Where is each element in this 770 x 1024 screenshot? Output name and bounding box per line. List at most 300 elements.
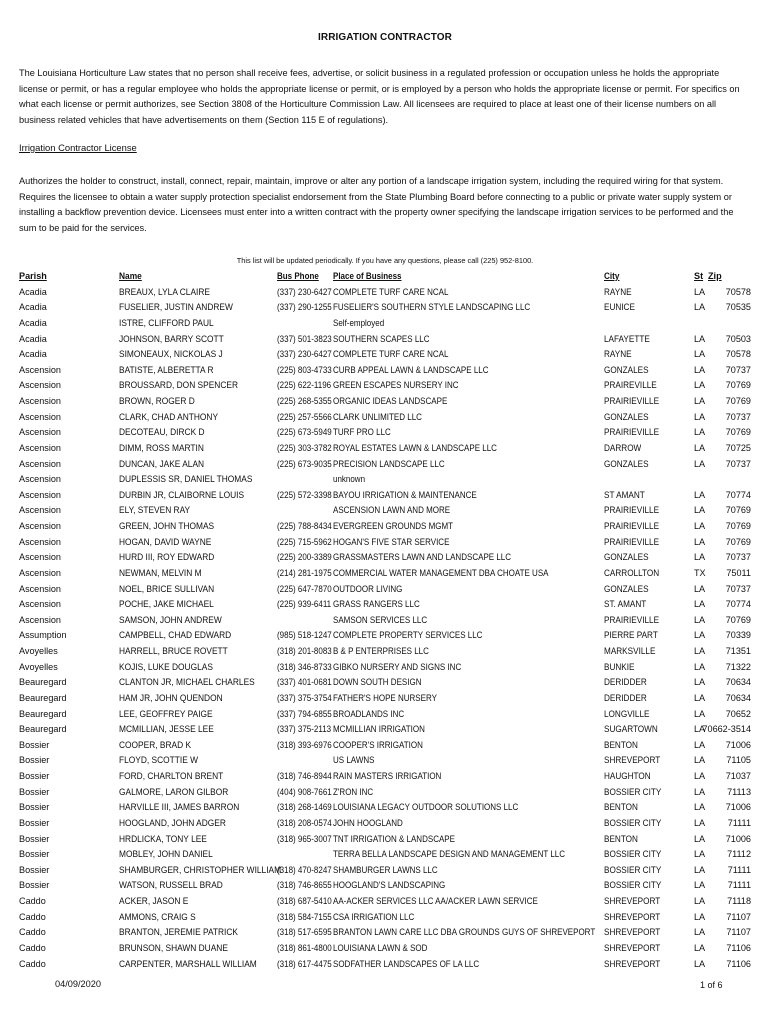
cell-state: LA [694, 646, 706, 656]
cell-state: LA [694, 786, 706, 797]
cell-parish: Bossier [19, 833, 50, 844]
cell-parish: Bossier [19, 755, 50, 766]
cell-city: DERIDDER [604, 692, 647, 703]
cell-zip: 70737 [725, 583, 751, 594]
cell-city: PRAIRIEVILLE [604, 521, 660, 531]
page-title: IRRIGATION CONTRACTOR [318, 32, 452, 43]
table-row [0, 753, 770, 769]
header-place: Place of Business [333, 271, 402, 281]
header-city: City [604, 271, 620, 281]
cell-place: B & P ENTERPRISES LLC [333, 646, 429, 656]
cell-zip: 70769 [725, 505, 751, 516]
cell-name: HOOGLAND, JOHN ADGER [119, 817, 226, 828]
table-row [0, 441, 770, 457]
cell-city: ST. AMANT [604, 599, 647, 610]
cell-zip: 75011 [726, 567, 751, 578]
cell-zip: 70737 [725, 458, 751, 469]
cell-zip: 70339 [725, 630, 751, 641]
header-parish: Parish [19, 271, 47, 281]
cell-name: BROWN, ROGER D [119, 396, 195, 406]
cell-city: BOSSIER CITY [604, 786, 662, 797]
cell-state: LA [694, 302, 706, 313]
cell-name: FORD, CHARLTON BRENT [119, 771, 224, 781]
cell-name: BRANTON, JEREMIE PATRICK [119, 927, 239, 938]
cell-place: Self-employed [333, 317, 385, 328]
cell-place: COOPER'S IRRIGATION [333, 739, 423, 750]
cell-place: FUSELIER'S SOUTHERN STYLE LANDSCAPING LLC [333, 302, 531, 313]
cell-phone: (318) 470-8247 [277, 864, 332, 875]
cell-zip: 70578 [725, 286, 751, 297]
cell-city: MARKSVILLE [604, 646, 656, 656]
cell-city: PRAIRIEVILLE [604, 536, 660, 547]
cell-place: GRASSMASTERS LAWN AND LANDSCAPE LLC [333, 552, 512, 563]
cell-city: RAYNE [604, 286, 632, 297]
cell-place: SHAMBURGER LAWNS LLC [333, 864, 438, 875]
cell-state: LA [694, 599, 706, 610]
table-row [0, 894, 770, 910]
cell-zip: 71006 [725, 802, 751, 813]
cell-phone: (225) 257-5566 [277, 411, 332, 422]
cell-zip: 71112 [727, 849, 751, 860]
cell-name: LEE, GEOFFREY PAIGE [119, 708, 213, 719]
cell-phone: (318) 346-8733 [277, 661, 332, 672]
cell-place: LOUISIANA LAWN & SOD [333, 942, 428, 953]
cell-name: DUPLESSIS SR, DANIEL THOMAS [119, 474, 253, 485]
table-row [0, 425, 770, 441]
cell-place: CLARK UNLIMITED LLC [333, 411, 422, 422]
cell-zip: 71111 [727, 817, 751, 828]
cell-city: ST AMANT [604, 489, 645, 500]
cell-parish: Ascension [19, 583, 61, 594]
cell-name: HRDLICKA, TONY LEE [119, 833, 207, 844]
table-row [0, 675, 770, 691]
cell-place: CSA IRRIGATION LLC [333, 911, 415, 922]
cell-phone: (225) 939-6411 [277, 599, 332, 610]
cell-phone: (337) 230-6427 [277, 286, 332, 297]
cell-city: BOSSIER CITY [604, 880, 662, 891]
cell-city: DARROW [604, 442, 642, 453]
cell-place: ROYAL ESTATES LAWN & LANDSCAPE LLC [333, 442, 497, 453]
cell-phone: (318) 517-6595 [277, 927, 332, 938]
cell-state: LA [694, 364, 706, 375]
cell-place: ASCENSION LAWN AND MORE [333, 505, 451, 516]
cell-place: RAIN MASTERS IRRIGATION [333, 771, 442, 781]
cell-zip: 71113 [727, 786, 751, 797]
cell-zip: 70769 [725, 614, 751, 625]
table-row [0, 785, 770, 801]
cell-parish: Acadia [19, 333, 47, 344]
cell-city: BOSSIER CITY [604, 849, 662, 860]
cell-city: GONZALES [604, 552, 649, 563]
cell-city: SHREVEPORT [604, 911, 661, 922]
cell-phone: (318) 617-4475 [277, 958, 332, 969]
cell-parish: Caddo [19, 958, 46, 969]
cell-city: DERIDDER [604, 677, 647, 688]
table-row [0, 566, 770, 582]
cell-zip: 70774 [725, 599, 751, 610]
cell-parish: Ascension [19, 458, 61, 469]
cell-place: US LAWNS [333, 755, 375, 766]
cell-place: GREEN ESCAPES NURSERY INC [333, 380, 459, 391]
cell-parish: Ascension [19, 567, 61, 578]
cell-place: TERRA BELLA LANDSCAPE DESIGN AND MANAGEMENT LLC [333, 849, 566, 860]
table-row [0, 363, 770, 379]
cell-zip: 71006 [725, 739, 751, 750]
table-row [0, 332, 770, 348]
cell-place: COMPLETE PROPERTY SERVICES LLC [333, 630, 483, 641]
table-row [0, 644, 770, 660]
cell-parish: Bossier [19, 849, 50, 860]
cell-phone: (225) 673-5949 [277, 427, 332, 438]
cell-state: LA [694, 771, 706, 781]
table-row [0, 957, 770, 973]
table-row [0, 582, 770, 598]
cell-state: LA [694, 833, 706, 844]
cell-phone: (225) 622-1196 [277, 380, 332, 391]
cell-parish: Beauregard [19, 724, 67, 735]
cell-name: MCMILLIAN, JESSE LEE [119, 724, 214, 735]
cell-phone: (318) 746-8944 [277, 771, 332, 781]
cell-phone: (318) 746-8655 [277, 880, 332, 891]
license-description: Authorizes the holder to construct, install, connect, repair, maintain, improve or alter any portion of a landscape irrigation system, including the required wiring for that system. Requires the licensee to obtain a water supply protection specialist endorsement from the State Plumbing Board before connecting to a public or private water supply system or installing a backflow prevention device. Licensees must enter into a written contract with the property owner specifying the landscape irrigation services to be performed and the sum to be paid for the services. [19, 176, 734, 233]
cell-state: LA [694, 911, 706, 922]
header-name: Name [119, 271, 142, 281]
header-zip: Zip [708, 271, 722, 281]
table-row [0, 503, 770, 519]
table-row [0, 457, 770, 473]
table-row [0, 691, 770, 707]
header-phone: Bus Phone [277, 271, 319, 281]
cell-phone: (225) 715-5962 [277, 536, 332, 547]
table-row [0, 660, 770, 676]
cell-place: AA-ACKER SERVICES LLC AA/ACKER LAWN SERVICE [333, 896, 538, 906]
cell-zip: 71351 [725, 646, 751, 656]
cell-state: TX [694, 567, 706, 578]
cell-state: LA [694, 411, 706, 422]
cell-state: LA [694, 396, 706, 406]
cell-name: AMMONS, CRAIG S [119, 911, 196, 922]
cell-phone: (318) 687-5410 [277, 896, 332, 906]
cell-state: LA [694, 864, 706, 875]
cell-parish: Caddo [19, 896, 46, 906]
cell-name: WATSON, RUSSELL BRAD [119, 880, 223, 891]
table-row [0, 378, 770, 394]
cell-zip: 71106 [726, 958, 751, 969]
cell-zip: 70503 [725, 333, 751, 344]
cell-parish: Acadia [19, 286, 47, 297]
cell-parish: Caddo [19, 942, 46, 953]
cell-place: HOOGLAND'S LANDSCAPING [333, 880, 446, 891]
cell-city: LAFAYETTE [604, 333, 650, 344]
cell-phone: (404) 908-7661 [277, 786, 332, 797]
cell-place: DOWN SOUTH DESIGN [333, 677, 422, 688]
cell-name: FLOYD, SCOTTIE W [119, 755, 199, 766]
cell-phone: (318) 393-6976 [277, 739, 332, 750]
table-row [0, 285, 770, 301]
cell-zip: 70769 [725, 396, 751, 406]
cell-phone: (318) 208-0574 [277, 817, 332, 828]
cell-parish: Ascension [19, 489, 61, 500]
cell-city: LONGVILLE [604, 708, 650, 719]
cell-name: POCHE, JAKE MICHAEL [119, 599, 214, 610]
cell-state: LA [694, 896, 706, 906]
cell-parish: Bossier [19, 817, 50, 828]
cell-city: GONZALES [604, 583, 649, 594]
cell-zip: 70769 [725, 521, 751, 531]
cell-name: KOJIS, LUKE DOUGLAS [119, 661, 213, 672]
cell-phone: (225) 647-7870 [277, 583, 332, 594]
cell-zip: 70652 [725, 708, 751, 719]
cell-parish: Ascension [19, 474, 61, 485]
cell-name: ISTRE, CLIFFORD PAUL [119, 317, 214, 328]
cell-phone: (337) 401-0681 [277, 677, 332, 688]
table-row [0, 816, 770, 832]
cell-city: CARROLLTON [604, 567, 660, 578]
cell-state: LA [694, 583, 706, 594]
cell-zip: 70769 [725, 536, 751, 547]
cell-place: CURB APPEAL LAWN & LANDSCAPE LLC [333, 364, 489, 375]
page-number: 1 of 6 [700, 980, 723, 990]
cell-parish: Beauregard [19, 708, 67, 719]
cell-city: SUGARTOWN [604, 724, 658, 735]
cell-name: HARVILLE III, JAMES BARRON [119, 802, 240, 813]
cell-parish: Bossier [19, 786, 50, 797]
cell-city: PRAIRIEVILLE [604, 505, 660, 516]
cell-parish: Beauregard [19, 692, 67, 703]
cell-phone: (225) 303-3782 [277, 442, 332, 453]
cell-parish: Acadia [19, 302, 47, 313]
cell-name: NOEL, BRICE SULLIVAN [119, 583, 215, 594]
cell-city: HAUGHTON [604, 771, 651, 781]
table-row [0, 769, 770, 785]
cell-name: GREEN, JOHN THOMAS [119, 521, 215, 531]
cell-name: COOPER, BRAD K [119, 739, 192, 750]
cell-state: LA [694, 755, 706, 766]
cell-place: PRECISION LANDSCAPE LLC [333, 458, 445, 469]
cell-city: BENTON [604, 833, 638, 844]
cell-state: LA [694, 286, 706, 297]
cell-place: SAMSON SERVICES LLC [333, 614, 428, 625]
cell-state: LA [694, 333, 706, 344]
cell-city: SHREVEPORT [604, 927, 661, 938]
cell-zip: 71037 [725, 771, 751, 781]
cell-place: LOUISIANA LEGACY OUTDOOR SOLUTIONS LLC [333, 802, 519, 813]
cell-zip: 71106 [726, 942, 751, 953]
cell-state: LA [694, 692, 706, 703]
cell-name: BREAUX, LYLA CLAIRE [119, 286, 210, 297]
cell-place: TNT IRRIGATION & LANDSCAPE [333, 833, 455, 844]
cell-state: LA [694, 489, 706, 500]
cell-place: COMPLETE TURF CARE NCAL [333, 286, 449, 297]
cell-zip: 70662-3514 [702, 724, 751, 735]
licensee-table [0, 269, 770, 972]
cell-state: LA [694, 802, 706, 813]
cell-parish: Ascension [19, 427, 61, 438]
cell-state: LA [694, 817, 706, 828]
cell-city: GONZALES [604, 411, 649, 422]
cell-name: JOHNSON, BARRY SCOTT [119, 333, 224, 344]
cell-state: LA [694, 724, 706, 735]
cell-city: SHREVEPORT [604, 942, 661, 953]
cell-state: LA [694, 677, 706, 688]
cell-place: COMPLETE TURF CARE NCAL [333, 349, 449, 360]
cell-name: GALMORE, LARON GILBOR [119, 786, 229, 797]
cell-state: LA [694, 614, 706, 625]
cell-city: SHREVEPORT [604, 755, 661, 766]
table-row [0, 394, 770, 410]
cell-zip: 71105 [726, 755, 751, 766]
cell-name: SAMSON, JOHN ANDREW [119, 614, 222, 625]
cell-phone: (318) 965-3007 [277, 833, 332, 844]
table-row [0, 347, 770, 363]
cell-city: BENTON [604, 802, 638, 813]
cell-phone: (318) 268-1469 [277, 802, 332, 813]
cell-parish: Ascension [19, 599, 61, 610]
table-row [0, 941, 770, 957]
cell-zip: 71118 [727, 896, 751, 906]
cell-place: COMMERCIAL WATER MANAGEMENT DBA CHOATE USA [333, 567, 549, 578]
cell-state: LA [694, 380, 706, 391]
cell-phone: (318) 861-4800 [277, 942, 332, 953]
cell-zip: 70774 [725, 489, 751, 500]
cell-place: GIBKO NURSERY AND SIGNS INC [333, 661, 462, 672]
table-row [0, 550, 770, 566]
cell-name: DURBIN JR, CLAIBORNE LOUIS [119, 489, 245, 500]
cell-name: BROUSSARD, DON SPENCER [119, 380, 239, 391]
cell-zip: 70769 [725, 427, 751, 438]
cell-parish: Bossier [19, 864, 50, 875]
cell-place: HOGAN'S FIVE STAR SERVICE [333, 536, 450, 547]
cell-phone: (318) 584-7155 [277, 911, 332, 922]
cell-name: FUSELIER, JUSTIN ANDREW [119, 302, 233, 313]
cell-name: DIMM, ROSS MARTIN [119, 442, 204, 453]
cell-city: RAYNE [604, 349, 632, 360]
cell-phone: (225) 788-8434 [277, 521, 332, 531]
cell-name: CAMPBELL, CHAD EDWARD [119, 630, 232, 641]
cell-zip: 70634 [725, 692, 751, 703]
cell-parish: Ascension [19, 364, 61, 375]
cell-place: BRANTON LAWN CARE LLC DBA GROUNDS GUYS OF SHREVEPORT [333, 927, 596, 938]
cell-name: NEWMAN, MELVIN M [119, 567, 202, 578]
cell-state: LA [694, 536, 706, 547]
cell-parish: Bossier [19, 802, 50, 813]
cell-name: MOBLEY, JOHN DANIEL [119, 849, 213, 860]
table-row [0, 519, 770, 535]
cell-name: ACKER, JASON E [119, 896, 189, 906]
cell-zip: 71111 [727, 880, 751, 891]
cell-state: LA [694, 708, 706, 719]
cell-name: ELY, STEVEN RAY [119, 505, 191, 516]
table-row [0, 597, 770, 613]
cell-city: SHREVEPORT [604, 896, 661, 906]
cell-city: PIERRE PART [604, 630, 658, 641]
cell-parish: Caddo [19, 927, 46, 938]
cell-zip: 70737 [725, 411, 751, 422]
cell-parish: Bossier [19, 739, 50, 750]
cell-city: EUNICE [604, 302, 635, 313]
cell-city: BOSSIER CITY [604, 817, 662, 828]
update-note: This list will be updated periodically. If you have any questions, please call (225) 952-8100. [236, 256, 534, 265]
cell-zip: 71322 [725, 661, 751, 672]
cell-parish: Ascension [19, 411, 61, 422]
cell-zip: 70578 [725, 349, 751, 360]
cell-place: GRASS RANGERS LLC [333, 599, 420, 610]
cell-place: OUTDOOR LIVING [333, 583, 403, 594]
cell-name: HARRELL, BRUCE ROVETT [119, 646, 228, 656]
table-row [0, 800, 770, 816]
cell-state: LA [694, 552, 706, 563]
table-row [0, 613, 770, 629]
cell-zip: 70535 [725, 302, 751, 313]
cell-state: LA [694, 349, 706, 360]
cell-parish: Bossier [19, 880, 50, 891]
cell-name: BATISTE, ALBERETTA R [119, 364, 214, 375]
cell-state: LA [694, 521, 706, 531]
cell-name: DECOTEAU, DIRCK D [119, 427, 205, 438]
cell-state: LA [694, 661, 706, 672]
cell-zip: 71006 [725, 833, 751, 844]
cell-city: BUNKIE [604, 661, 635, 672]
cell-place: BAYOU IRRIGATION & MAINTENANCE [333, 489, 477, 500]
cell-parish: Avoyelles [19, 661, 58, 672]
header-state: St [694, 271, 704, 281]
cell-phone: (337) 794-6855 [277, 708, 332, 719]
cell-name: CARPENTER, MARSHALL WILLIAM [119, 958, 257, 969]
cell-zip: 70725 [725, 442, 751, 453]
cell-parish: Acadia [19, 317, 47, 328]
cell-place: ORGANIC IDEAS LANDSCAPE [333, 396, 448, 406]
cell-parish: Ascension [19, 380, 61, 391]
cell-place: EVERGREEN GROUNDS MGMT [333, 521, 454, 531]
cell-city: GONZALES [604, 364, 649, 375]
cell-parish: Ascension [19, 552, 61, 563]
cell-place: JOHN HOOGLAND [333, 817, 403, 828]
cell-phone: (225) 200-3389 [277, 552, 332, 563]
cell-zip: 70737 [725, 364, 751, 375]
cell-city: BENTON [604, 739, 638, 750]
cell-parish: Caddo [19, 911, 46, 922]
cell-phone: (225) 803-4733 [277, 364, 332, 375]
cell-parish: Ascension [19, 614, 61, 625]
cell-name: CLANTON JR, MICHAEL CHARLES [119, 677, 255, 688]
cell-parish: Acadia [19, 349, 47, 360]
table-row [0, 722, 770, 738]
cell-name: HAM JR, JOHN QUENDON [119, 692, 223, 703]
cell-parish: Ascension [19, 505, 61, 516]
cell-phone: (337) 501-3823 [277, 333, 332, 344]
table-row [0, 628, 770, 644]
footer-date: 04/09/2020 [55, 979, 101, 989]
cell-name: SIMONEAUX, NICKOLAS J [119, 349, 223, 360]
cell-state: LA [694, 958, 706, 969]
cell-place: BROADLANDS INC [333, 708, 405, 719]
cell-zip: 71111 [727, 864, 751, 875]
cell-parish: Beauregard [19, 677, 67, 688]
cell-phone: (214) 281-1975 [277, 567, 332, 578]
cell-phone: (318) 201-8083 [277, 646, 332, 656]
cell-parish: Ascension [19, 521, 61, 531]
cell-name: DUNCAN, JAKE ALAN [119, 458, 205, 469]
cell-phone: (337) 375-3754 [277, 692, 332, 703]
cell-parish: Ascension [19, 442, 61, 453]
table-row [0, 300, 770, 316]
table-row [0, 832, 770, 848]
cell-parish: Assumption [19, 630, 67, 641]
table-row [0, 878, 770, 894]
cell-city: SHREVEPORT [604, 958, 661, 969]
table-row [0, 410, 770, 426]
cell-name: HURD III, ROY EDWARD [119, 552, 215, 563]
